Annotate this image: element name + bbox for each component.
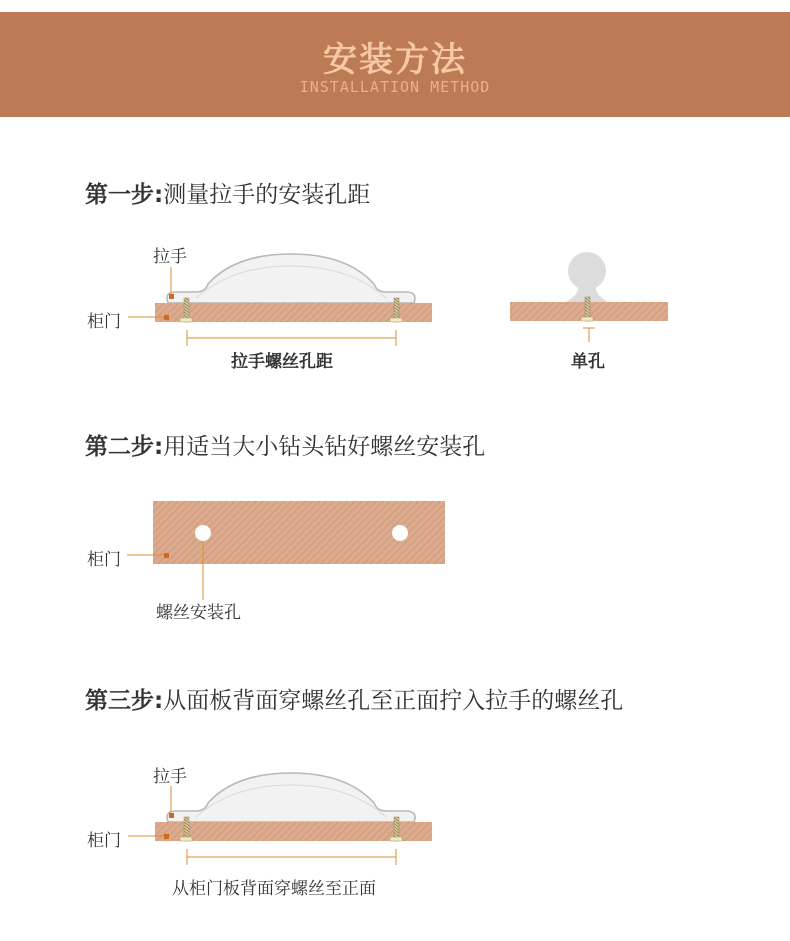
- label-hole-distance: 拉手螺丝孔距: [231, 352, 333, 372]
- label-door-2: 柜门: [87, 550, 121, 570]
- step-2-prefix: 第二步:: [85, 434, 164, 460]
- handle-marker: [169, 294, 174, 299]
- handle-shape: [167, 254, 415, 303]
- step-1-knob-diagram: [510, 252, 668, 342]
- page-subtitle: INSTALLATION METHOD: [299, 78, 491, 96]
- step-3-text: 从面板背面穿螺丝孔至正面拧入拉手的螺丝孔: [163, 688, 624, 714]
- step-2-text: 用适当大小钻头钻好螺丝安装孔: [163, 434, 486, 460]
- knob-shape: [568, 252, 606, 290]
- label-handle-1: 拉手: [153, 247, 187, 267]
- label-door-1: 柜门: [87, 312, 121, 332]
- label-through-back: 从柜门板背面穿螺丝至正面: [172, 879, 376, 899]
- label-door-3: 柜门: [87, 831, 121, 851]
- label-screw-hole: 螺丝安装孔: [156, 603, 241, 623]
- screw-hole-right: [392, 525, 408, 541]
- screw-hole-left: [195, 525, 211, 541]
- page-title: 安装方法: [323, 40, 467, 80]
- step-1-text: 测量拉手的安装孔距: [163, 182, 371, 208]
- label-single-hole: 单孔: [571, 352, 605, 372]
- door-marker: [164, 315, 169, 320]
- step-2-drill-diagram: [127, 501, 445, 600]
- step-1-handle-diagram: [128, 254, 432, 346]
- step-3-prefix: 第三步:: [85, 688, 164, 714]
- label-handle-3: 拉手: [153, 767, 187, 787]
- step-1-prefix: 第一步:: [85, 182, 164, 208]
